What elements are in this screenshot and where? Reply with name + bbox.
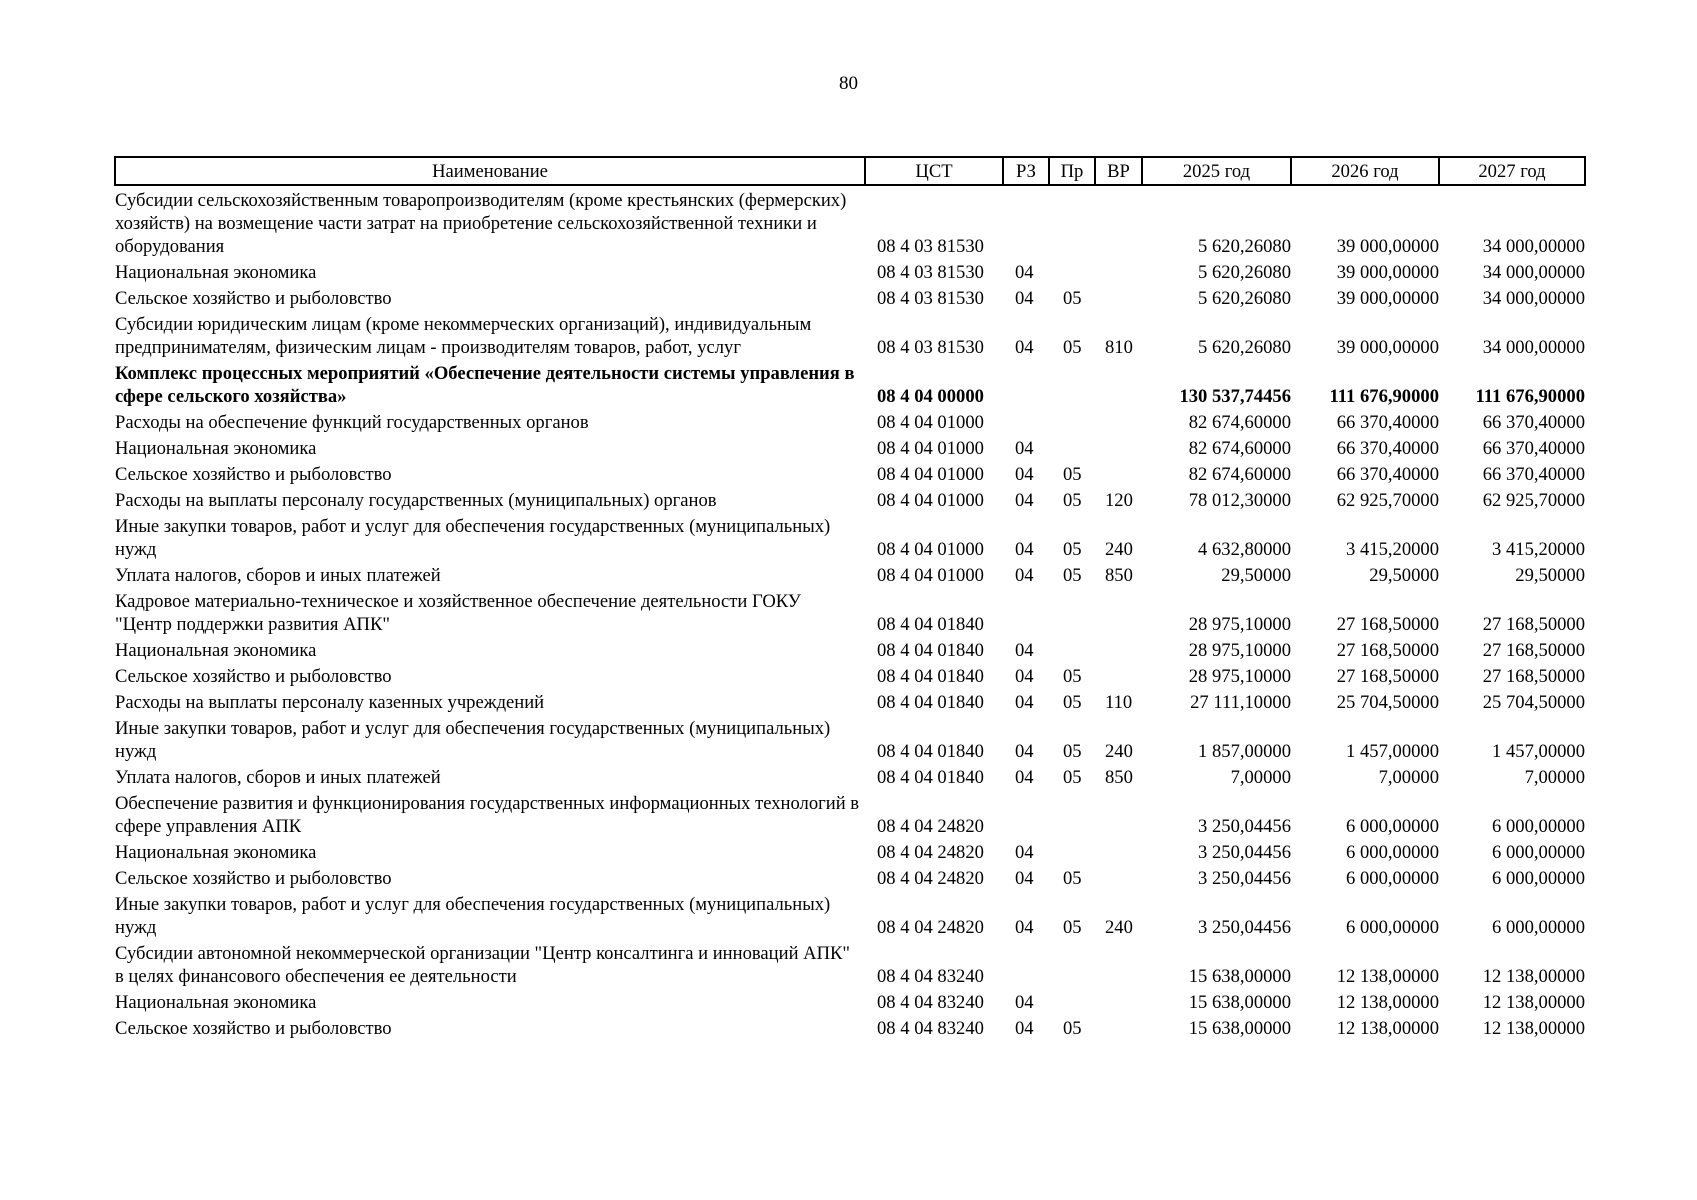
row-rz-cell (1003, 789, 1049, 838)
table-row (115, 864, 1585, 890)
row-name-cell: Комплекс процессных мероприятий «Обеспечение деятельности системы управления в сфере сельского хозяйства» (115, 363, 855, 407)
row-rz-cell: 04 (1015, 992, 1034, 1013)
column-header-pr: Пр (1049, 157, 1095, 185)
row-2025-cell: 82 674,60000 (1188, 412, 1291, 433)
row-vr-cell: 240 (1105, 539, 1133, 560)
row-rz-cell: 04 (1015, 337, 1034, 358)
table-row (115, 714, 1585, 763)
row-cst-cell: 08 4 04 01840 (877, 692, 984, 713)
column-header-2026: 2026 год (1291, 157, 1439, 185)
row-vr-cell (1095, 1014, 1142, 1040)
row-name-cell: Национальная экономика (115, 640, 317, 661)
row-cst-cell: 08 4 04 01000 (877, 490, 984, 511)
row-2026-cell: 29,50000 (1369, 565, 1439, 586)
row-2025-cell: 82 674,60000 (1188, 464, 1291, 485)
row-2027-cell: 27 168,50000 (1482, 666, 1585, 687)
row-name-cell: Субсидии юридическим лицам (кроме некоммерческих организаций), индивидуальным предпринимателям, физическим лицам - производителям товаров, работ, услуг (115, 314, 812, 358)
row-name-cell: Национальная экономика (115, 262, 317, 283)
row-2025-cell: 15 638,00000 (1188, 1018, 1291, 1039)
row-cst-cell: 08 4 04 24820 (877, 842, 984, 863)
row-pr-cell (1049, 185, 1095, 258)
row-cst-cell: 08 4 03 81530 (877, 236, 984, 257)
row-pr-cell: 05 (1063, 917, 1082, 938)
table-row (115, 890, 1585, 939)
row-rz-cell: 04 (1015, 917, 1034, 938)
row-name-cell: Обеспечение развития и функционирования государственных информационных технологий в сфере управления АПК (115, 793, 860, 837)
table-row (115, 185, 1585, 258)
row-name-cell: Субсидии автономной некоммерческой организации "Центр консалтинга и инноваций АПК" в целях финансового обеспечения ее деятельности (115, 943, 851, 987)
row-2025-cell: 3 250,04456 (1198, 868, 1291, 889)
row-vr-cell (1095, 258, 1142, 284)
column-header-vr: ВР (1095, 157, 1142, 185)
table-row (115, 662, 1585, 688)
row-cst-cell: 08 4 04 00000 (877, 386, 984, 407)
row-pr-cell (1049, 587, 1095, 636)
row-2026-cell: 111 676,90000 (1329, 386, 1439, 407)
row-rz-cell: 04 (1015, 767, 1034, 788)
row-vr-cell: 850 (1105, 565, 1133, 586)
row-2027-cell: 66 370,40000 (1482, 412, 1585, 433)
row-2027-cell: 34 000,00000 (1482, 337, 1585, 358)
row-cst-cell: 08 4 04 83240 (877, 1018, 984, 1039)
row-rz-cell: 04 (1015, 464, 1034, 485)
row-name-cell: Уплата налогов, сборов и иных платежей (115, 565, 441, 586)
row-name-cell: Национальная экономика (115, 842, 317, 863)
row-2027-cell: 29,50000 (1515, 565, 1585, 586)
table-row (115, 284, 1585, 310)
row-2027-cell: 6 000,00000 (1492, 917, 1585, 938)
row-cst-cell: 08 4 04 83240 (877, 992, 984, 1013)
row-2025-cell: 5 620,26080 (1198, 236, 1291, 257)
row-name-cell: Иные закупки товаров, работ и услуг для обеспечения государственных (муниципальных) нужд (115, 894, 831, 938)
row-cst-cell: 08 4 03 81530 (877, 262, 984, 283)
row-vr-cell: 110 (1105, 692, 1133, 713)
row-vr-cell: 240 (1105, 917, 1133, 938)
table-row (115, 486, 1585, 512)
row-2026-cell: 39 000,00000 (1336, 236, 1439, 257)
row-2027-cell: 12 138,00000 (1482, 1018, 1585, 1039)
row-2026-cell: 3 415,20000 (1346, 539, 1439, 560)
table-row (115, 408, 1585, 434)
row-2027-cell: 7,00000 (1524, 767, 1585, 788)
table-row (115, 258, 1585, 284)
row-name-cell: Иные закупки товаров, работ и услуг для обеспечения государственных (муниципальных) нужд (115, 516, 831, 560)
row-name-cell: Сельское хозяйство и рыболовство (115, 1018, 392, 1039)
row-2025-cell: 7,00000 (1230, 767, 1291, 788)
row-name-cell: Кадровое материально-техническое и хозяйственное обеспечение деятельности ГОКУ "Центр поддержки развития АПК" (115, 591, 801, 635)
row-name-cell: Национальная экономика (115, 992, 317, 1013)
table-row (115, 1014, 1585, 1040)
row-name-cell: Субсидии сельскохозяйственным товаропроизводителям (кроме крестьянских (фермерских) хозяйств) на возмещение части затрат на приобретение сельскохозяйственной техники и оборудования (115, 190, 847, 257)
row-2027-cell: 66 370,40000 (1482, 438, 1585, 459)
table-row (115, 512, 1585, 561)
row-vr-cell: 240 (1105, 741, 1133, 762)
column-header-2025: 2025 год (1142, 157, 1291, 185)
row-2025-cell: 28 975,10000 (1188, 640, 1291, 661)
row-name-cell: Иные закупки товаров, работ и услуг для обеспечения государственных (муниципальных) нужд (115, 718, 831, 762)
budget-table (114, 156, 1586, 1040)
row-cst-cell: 08 4 04 01840 (877, 640, 984, 661)
row-2027-cell: 34 000,00000 (1482, 288, 1585, 309)
row-2026-cell: 6 000,00000 (1346, 917, 1439, 938)
row-pr-cell: 05 (1063, 1018, 1082, 1039)
row-rz-cell (1003, 587, 1049, 636)
row-pr-cell (1049, 636, 1095, 662)
row-rz-cell: 04 (1015, 868, 1034, 889)
row-vr-cell (1095, 939, 1142, 988)
row-rz-cell (1003, 939, 1049, 988)
row-2025-cell: 3 250,04456 (1198, 842, 1291, 863)
row-pr-cell: 05 (1063, 464, 1082, 485)
table-row (115, 763, 1585, 789)
table-header-row (115, 157, 1585, 185)
row-vr-cell (1095, 185, 1142, 258)
row-2026-cell: 1 457,00000 (1346, 741, 1439, 762)
row-name-cell: Уплата налогов, сборов и иных платежей (115, 767, 441, 788)
row-pr-cell: 05 (1063, 288, 1082, 309)
row-cst-cell: 08 4 04 24820 (877, 868, 984, 889)
row-rz-cell: 04 (1015, 288, 1034, 309)
table-body (115, 185, 1585, 1040)
row-cst-cell: 08 4 04 01000 (877, 539, 984, 560)
table-row (115, 561, 1585, 587)
row-rz-cell: 04 (1015, 490, 1034, 511)
row-vr-cell (1095, 864, 1142, 890)
row-vr-cell (1095, 408, 1142, 434)
row-2027-cell: 6 000,00000 (1492, 842, 1585, 863)
row-2026-cell: 6 000,00000 (1346, 842, 1439, 863)
column-header-rz: РЗ (1003, 157, 1049, 185)
row-2025-cell: 27 111,10000 (1190, 692, 1291, 713)
row-2025-cell: 82 674,60000 (1188, 438, 1291, 459)
row-2026-cell: 62 925,70000 (1336, 490, 1439, 511)
row-pr-cell: 05 (1063, 565, 1082, 586)
row-pr-cell (1049, 258, 1095, 284)
row-rz-cell: 04 (1015, 262, 1034, 283)
row-vr-cell: 850 (1105, 767, 1133, 788)
row-pr-cell (1049, 838, 1095, 864)
row-2026-cell: 25 704,50000 (1336, 692, 1439, 713)
row-pr-cell (1049, 939, 1095, 988)
table-row (115, 988, 1585, 1014)
table-row (115, 789, 1585, 838)
row-name-cell: Расходы на обеспечение функций государственных органов (115, 412, 589, 433)
row-2026-cell: 39 000,00000 (1336, 262, 1439, 283)
row-cst-cell: 08 4 04 01840 (877, 666, 984, 687)
table-row (115, 939, 1585, 988)
row-rz-cell (1003, 185, 1049, 258)
row-name-cell: Расходы на выплаты персоналу казенных учреждений (115, 692, 545, 713)
row-2026-cell: 27 168,50000 (1336, 666, 1439, 687)
row-cst-cell: 08 4 04 01000 (877, 464, 984, 485)
row-pr-cell (1049, 789, 1095, 838)
row-2025-cell: 28 975,10000 (1188, 614, 1291, 635)
row-2026-cell: 39 000,00000 (1336, 337, 1439, 358)
row-2027-cell: 62 925,70000 (1482, 490, 1585, 511)
row-rz-cell (1003, 359, 1049, 408)
row-2025-cell: 130 537,74456 (1179, 386, 1291, 407)
row-vr-cell (1095, 838, 1142, 864)
row-2026-cell: 6 000,00000 (1346, 868, 1439, 889)
row-2025-cell: 4 632,80000 (1198, 539, 1291, 560)
row-pr-cell: 05 (1063, 539, 1082, 560)
row-2027-cell: 66 370,40000 (1482, 464, 1585, 485)
table-row (115, 434, 1585, 460)
row-vr-cell (1095, 662, 1142, 688)
row-2027-cell: 34 000,00000 (1482, 236, 1585, 257)
row-pr-cell: 05 (1063, 868, 1082, 889)
row-name-cell: Сельское хозяйство и рыболовство (115, 288, 392, 309)
row-2025-cell: 5 620,26080 (1198, 262, 1291, 283)
row-2025-cell: 15 638,00000 (1188, 966, 1291, 987)
row-vr-cell (1095, 789, 1142, 838)
row-vr-cell (1095, 359, 1142, 408)
table-row (115, 636, 1585, 662)
table-row (115, 460, 1585, 486)
row-2026-cell: 12 138,00000 (1336, 1018, 1439, 1039)
row-cst-cell: 08 4 04 24820 (877, 917, 984, 938)
row-2025-cell: 78 012,30000 (1188, 490, 1291, 511)
row-2025-cell: 29,50000 (1221, 565, 1291, 586)
row-name-cell: Национальная экономика (115, 438, 317, 459)
row-2027-cell: 12 138,00000 (1482, 966, 1585, 987)
row-name-cell: Сельское хозяйство и рыболовство (115, 868, 392, 889)
row-name-cell: Сельское хозяйство и рыболовство (115, 464, 392, 485)
column-header-2027: 2027 год (1439, 157, 1585, 185)
table-row (115, 587, 1585, 636)
row-rz-cell: 04 (1015, 842, 1034, 863)
row-2026-cell: 66 370,40000 (1336, 464, 1439, 485)
row-name-cell: Сельское хозяйство и рыболовство (115, 666, 392, 687)
table-row (115, 838, 1585, 864)
row-2027-cell: 12 138,00000 (1482, 992, 1585, 1013)
row-cst-cell: 08 4 04 01000 (877, 438, 984, 459)
row-pr-cell: 05 (1063, 692, 1082, 713)
row-2027-cell: 3 415,20000 (1492, 539, 1585, 560)
row-rz-cell (1003, 408, 1049, 434)
row-rz-cell: 04 (1015, 666, 1034, 687)
row-2026-cell: 66 370,40000 (1336, 412, 1439, 433)
row-2025-cell: 5 620,26080 (1198, 337, 1291, 358)
row-cst-cell: 08 4 03 81530 (877, 337, 984, 358)
column-header-name: Наименование (115, 157, 865, 185)
row-2026-cell: 12 138,00000 (1336, 992, 1439, 1013)
row-2026-cell: 7,00000 (1378, 767, 1439, 788)
row-cst-cell: 08 4 04 24820 (877, 816, 984, 837)
row-rz-cell: 04 (1015, 692, 1034, 713)
row-cst-cell: 08 4 04 01840 (877, 741, 984, 762)
row-vr-cell (1095, 284, 1142, 310)
row-cst-cell: 08 4 03 81530 (877, 288, 984, 309)
row-rz-cell: 04 (1015, 741, 1034, 762)
row-2026-cell: 27 168,50000 (1336, 640, 1439, 661)
row-2025-cell: 15 638,00000 (1188, 992, 1291, 1013)
table-row (115, 359, 1585, 408)
row-pr-cell: 05 (1063, 741, 1082, 762)
row-2026-cell: 12 138,00000 (1336, 966, 1439, 987)
row-cst-cell: 08 4 04 83240 (877, 966, 984, 987)
row-rz-cell: 04 (1015, 640, 1034, 661)
row-vr-cell (1095, 636, 1142, 662)
row-2026-cell: 39 000,00000 (1336, 288, 1439, 309)
row-2027-cell: 25 704,50000 (1482, 692, 1585, 713)
table-row (115, 310, 1585, 359)
row-pr-cell: 05 (1063, 767, 1082, 788)
row-2025-cell: 28 975,10000 (1188, 666, 1291, 687)
row-pr-cell: 05 (1063, 666, 1082, 687)
row-2027-cell: 1 457,00000 (1492, 741, 1585, 762)
row-2027-cell: 6 000,00000 (1492, 868, 1585, 889)
row-2027-cell: 27 168,50000 (1482, 614, 1585, 635)
page-number: 80 (839, 73, 858, 94)
row-2025-cell: 5 620,26080 (1198, 288, 1291, 309)
row-pr-cell (1049, 434, 1095, 460)
row-2026-cell: 66 370,40000 (1336, 438, 1439, 459)
row-vr-cell (1095, 434, 1142, 460)
row-rz-cell: 04 (1015, 438, 1034, 459)
row-vr-cell (1095, 460, 1142, 486)
row-2027-cell: 6 000,00000 (1492, 816, 1585, 837)
row-vr-cell (1095, 587, 1142, 636)
row-rz-cell: 04 (1015, 565, 1034, 586)
row-cst-cell: 08 4 04 01840 (877, 767, 984, 788)
row-name-cell: Расходы на выплаты персоналу государственных (муниципальных) органов (115, 490, 717, 511)
row-pr-cell (1049, 988, 1095, 1014)
row-rz-cell: 04 (1015, 539, 1034, 560)
table-row (115, 688, 1585, 714)
row-cst-cell: 08 4 04 01000 (877, 412, 984, 433)
row-vr-cell: 120 (1105, 490, 1133, 511)
row-2025-cell: 3 250,04456 (1198, 816, 1291, 837)
row-rz-cell: 04 (1015, 1018, 1034, 1039)
row-2026-cell: 27 168,50000 (1336, 614, 1439, 635)
row-vr-cell (1095, 988, 1142, 1014)
row-2026-cell: 6 000,00000 (1346, 816, 1439, 837)
row-pr-cell: 05 (1063, 490, 1082, 511)
row-2027-cell: 111 676,90000 (1475, 386, 1585, 407)
row-pr-cell: 05 (1063, 337, 1082, 358)
row-vr-cell: 810 (1105, 337, 1133, 358)
column-header-cst: ЦСТ (865, 157, 1003, 185)
row-cst-cell: 08 4 04 01840 (877, 614, 984, 635)
row-cst-cell: 08 4 04 01000 (877, 565, 984, 586)
row-2027-cell: 27 168,50000 (1482, 640, 1585, 661)
row-2027-cell: 34 000,00000 (1482, 262, 1585, 283)
row-pr-cell (1049, 359, 1095, 408)
row-2025-cell: 1 857,00000 (1198, 741, 1291, 762)
row-2025-cell: 3 250,04456 (1198, 917, 1291, 938)
row-pr-cell (1049, 408, 1095, 434)
